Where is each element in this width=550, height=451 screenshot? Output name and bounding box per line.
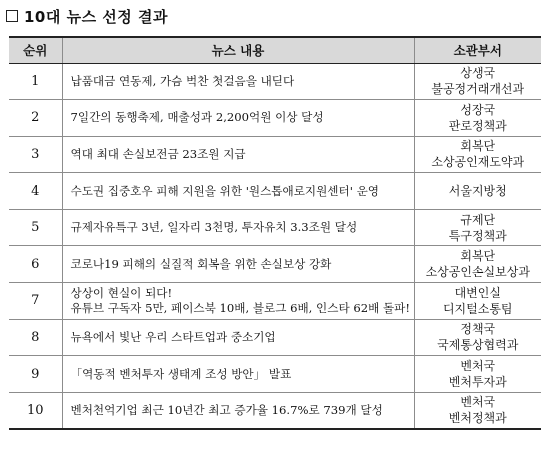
news-text: 뉴욕에서 빛난 우리 스타트업과 중소기업 — [70, 329, 276, 344]
table-row — [9, 283, 541, 320]
rank-cell: 1 — [9, 63, 62, 100]
dept-text: 회복단 — [460, 139, 496, 154]
table-row — [9, 136, 541, 173]
news-cell — [62, 173, 414, 210]
table-row — [9, 63, 541, 100]
dept-cell — [414, 136, 541, 173]
dept-cell — [414, 283, 541, 320]
dept-cell — [414, 63, 541, 100]
table-row — [9, 392, 541, 429]
dept-text: 성장국 — [460, 102, 496, 117]
header-rank: 순위 — [9, 37, 62, 63]
news-text: 납품대금 연동제, 가슴 벅찬 첫걸음을 내딛다 — [70, 73, 295, 88]
dept-cell — [414, 209, 541, 246]
news-cell — [62, 319, 414, 356]
dept-cell — [414, 246, 541, 283]
rank-cell: 9 — [9, 356, 62, 393]
news-cell — [62, 392, 414, 429]
table-row — [9, 246, 541, 283]
checkbox-square-icon — [6, 10, 18, 22]
news-cell — [62, 100, 414, 137]
header-news: 뉴스 내용 — [62, 37, 414, 63]
news-text: 「역동적 벤처투자 생태계 조성 방안」 발표 — [70, 366, 292, 381]
dept-text: 소상공인재도약과 — [431, 155, 525, 170]
dept-text: 소상공인손실보상과 — [425, 265, 530, 280]
table-row — [9, 209, 541, 246]
dept-text: 벤처국 — [460, 395, 496, 410]
dept-text: 불공정거래개선과 — [431, 82, 525, 97]
dept-text: 규제단 — [460, 212, 496, 227]
rank-cell: 6 — [9, 246, 62, 283]
news-cell — [62, 356, 414, 393]
dept-cell — [414, 392, 541, 429]
rank-cell: 5 — [9, 209, 62, 246]
dept-cell — [414, 356, 541, 393]
dept-cell — [414, 173, 541, 210]
news-cell — [62, 63, 414, 100]
dept-text: 서울지방청 — [448, 184, 507, 199]
dept-text: 상생국 — [460, 66, 496, 81]
heading-title: 10대 뉴스 선정 결과 — [24, 7, 168, 26]
news-cell — [62, 246, 414, 283]
rank-cell: 7 — [9, 283, 62, 320]
rank-cell: 10 — [9, 392, 62, 429]
news-text: 벤처천억기업 최근 10년간 최고 증가율 16.7%로 739개 달성 — [70, 402, 383, 417]
section-heading — [6, 4, 168, 28]
table-row — [9, 356, 541, 393]
rank-cell: 4 — [9, 173, 62, 210]
news-cell — [62, 136, 414, 173]
news-text: 수도권 집중호우 피해 지원을 위한 '원스톱애로지원센터' 운영 — [70, 183, 379, 198]
table-row — [9, 100, 541, 137]
dept-text: 국제통상협력과 — [437, 338, 519, 353]
news-text: 코로나19 피해의 실질적 회복을 위한 손실보상 강화 — [70, 256, 332, 271]
news-text: 규제자유특구 3년, 일자리 3천명, 투자유치 3.3조원 달성 — [70, 220, 358, 235]
dept-text: 특구정책과 — [448, 228, 507, 243]
news-text: 7일간의 동행축제, 매출성과 2,200억원 이상 달성 — [70, 110, 324, 125]
news-text: 상상이 현실이 되다! — [70, 285, 173, 300]
table-row — [9, 319, 541, 356]
news-cell — [62, 209, 414, 246]
dept-text: 회복단 — [460, 249, 496, 264]
rank-cell: 2 — [9, 100, 62, 137]
dept-text: 벤처정책과 — [448, 411, 507, 426]
rank-cell: 8 — [9, 319, 62, 356]
dept-cell — [414, 100, 541, 137]
dept-cell — [414, 319, 541, 356]
news-cell — [62, 283, 414, 320]
news-table — [9, 36, 541, 430]
header-dept: 소관부서 — [414, 37, 541, 63]
news-text: 유튜브 구독자 5만, 페이스북 10배, 블로그 6배, 인스타 62배 돌파! — [70, 300, 411, 315]
rank-cell: 3 — [9, 136, 62, 173]
dept-text: 디지털소통팀 — [442, 301, 513, 316]
news-text: 역대 최대 손실보전금 23조원 지급 — [70, 146, 246, 161]
dept-text: 벤처국 — [460, 359, 496, 374]
dept-text: 벤처투자과 — [448, 375, 507, 390]
table-row — [9, 173, 541, 210]
table-header-row — [9, 37, 541, 63]
dept-text: 판로정책과 — [448, 118, 507, 133]
dept-text: 대변인실 — [454, 285, 501, 300]
dept-text: 정책국 — [460, 322, 496, 337]
